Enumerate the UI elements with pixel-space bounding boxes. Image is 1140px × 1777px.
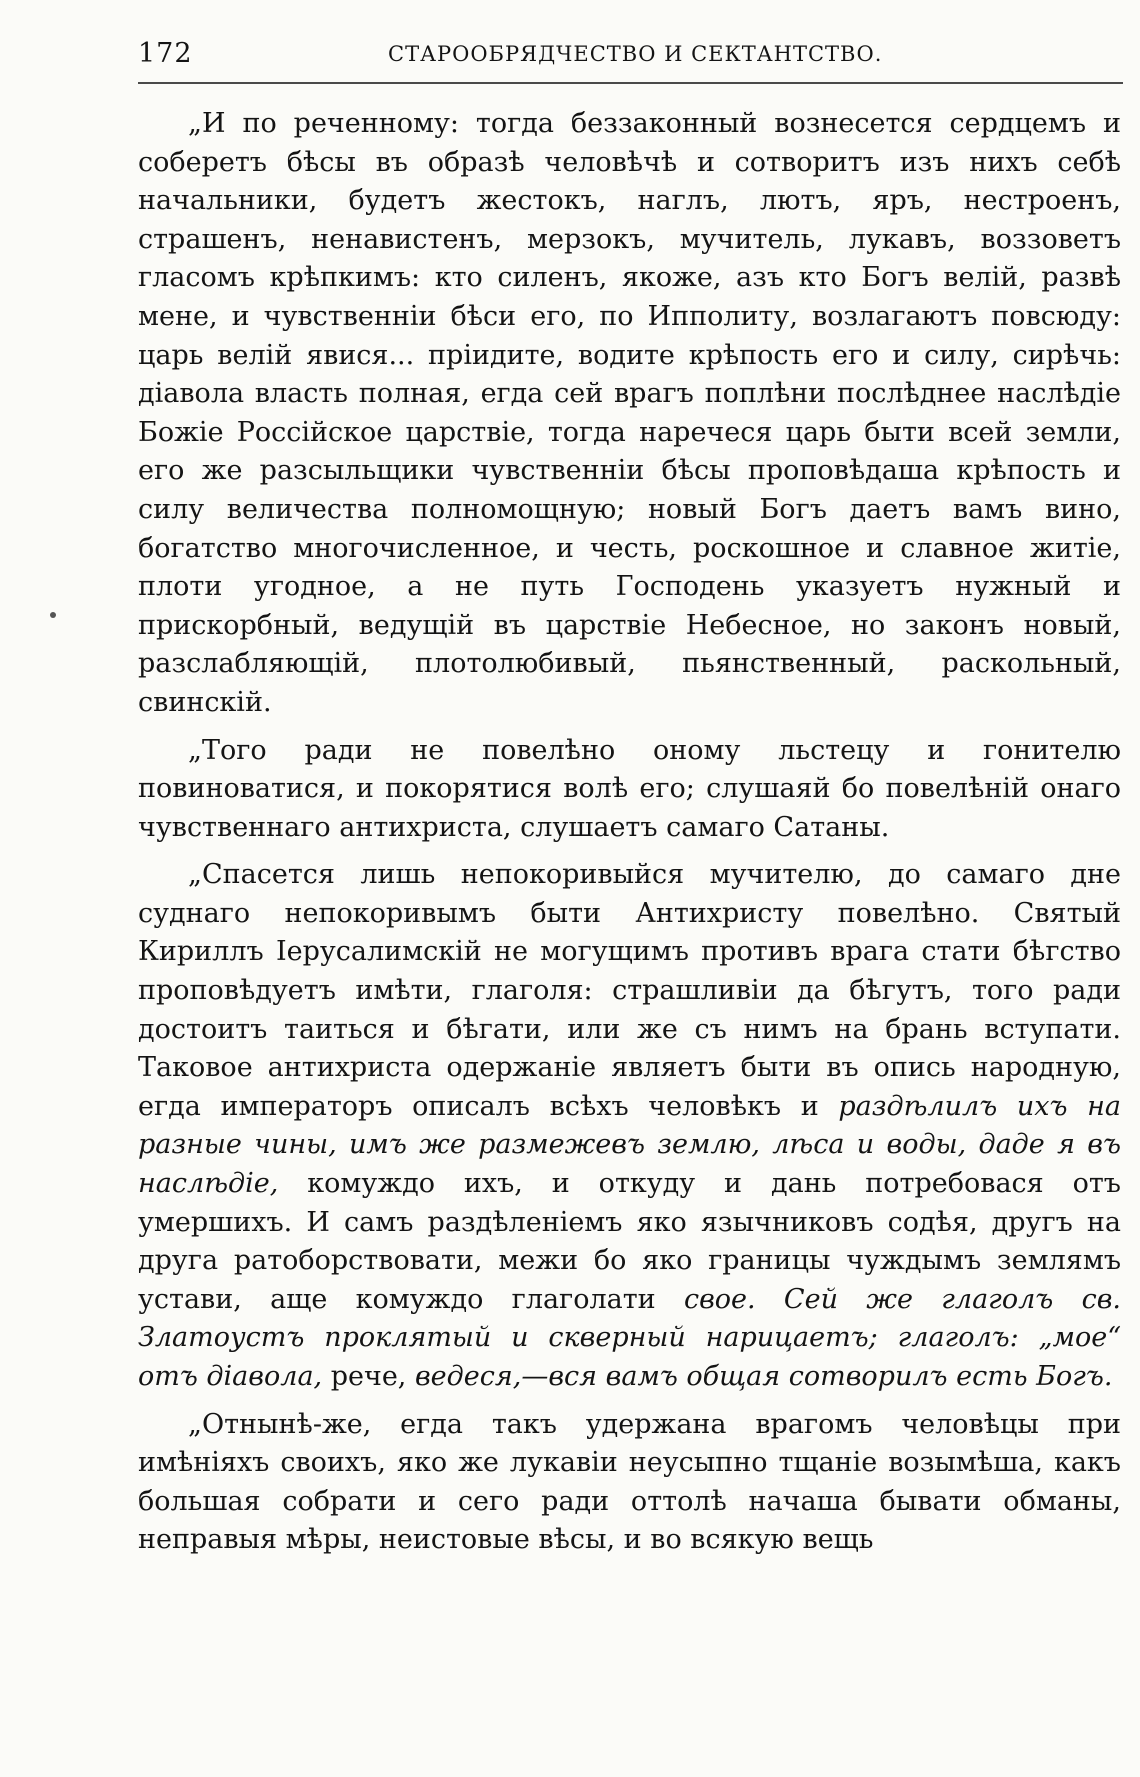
page-header: [138, 38, 1123, 78]
paragraph: [138, 1406, 1121, 1560]
header-rule: [138, 82, 1123, 84]
paragraph-text: „Отнынѣ-же, егда такъ удержана врагомъ человѣцы при имѣніяхъ своихъ, яко же лукавіи неусыпно тщаніе возымѣша, какъ большая собрати и сего ради оттолѣ начаша бывати обманы, неправыя мѣры, неистовые вѣсы, и во всякую вещь: [138, 1408, 1121, 1556]
paragraph-text: „И по реченному: тогда беззаконный вознесется сердцемъ и соберетъ бѣсы въ образѣ человѣчѣ и сотворитъ изъ нихъ себѣ начальники, будетъ жестокъ, наглъ, лютъ, яръ, нестроенъ, страшенъ, ненавистенъ, мерзокъ, мучитель, лукавъ, воззоветъ гласомъ крѣпкимъ: кто силенъ, якоже, азъ кто Богъ велій, развѣ мене, и чувственніи бѣси его, по Ипполиту, возлагаютъ повсюду: царь велій явися... пріидите, водите крѣпость его и силу, сирѣчь: діавола власть полная, егда сей врагъ поплѣни послѣднее наслѣдіе Божіе Россійское царствіе, тогда наречеся царь быти всей земли, его же разсыльщики чувственніи бѣсы проповѣдаша крѣпость и силу величества полномощную; новый Богъ даетъ вамъ вино, богатство многочисленное, и честь, роскошное и славное житіе, плоти угодное, а не путь Господень указуетъ нужный и прискорбный, ведущій въ царствіе Небесное, но законъ новый, разслабляющій, плотолюбивый, пьянственный, раскольный, свинскій.: [138, 108, 1121, 718]
italic-quote: ведеся,—вся вамъ общая сотворилъ есть Богъ.: [414, 1361, 1113, 1392]
running-title: СТАРООБРЯДЧЕСТВО И СЕКТАНТСТВО.: [388, 42, 883, 66]
italic-quote: свое. Сей же глаголъ св. Златоустъ проклятый и скверный нарицаетъ; глаголъ: „мое“ отъ діавола,: [138, 1283, 1122, 1392]
paragraph: [138, 732, 1121, 848]
paragraph: [138, 105, 1121, 723]
margin-speck: [50, 612, 56, 618]
paragraph-text: рече,: [322, 1361, 415, 1392]
paragraph-text: „Того ради не повелѣно оному льстецу и гонителю повиноватися, и покорятися волѣ его; слушаяй бо повелѣній онаго чувственнаго антихриста, слушаетъ самаго Сатаны.: [138, 734, 1121, 843]
paragraph-text: комуждо ихъ, и откуду и дань потребовася отъ умершихъ. И самъ раздѣленіемъ яко язычниковъ содѣя, другъ на друга ратоборствовати, межи бо яко границы чуждымъ землямъ устави, аще комуждо глаголати: [138, 1168, 1121, 1315]
body-text: [138, 105, 1121, 1569]
paragraph: [138, 856, 1121, 1396]
paragraph-text: „Спасется лишь непокоривыйся мучителю, до самаго дне суднаго непокоривымъ быти Антихристу повелѣно. Святый Кириллъ Іерусалимскій не могущимъ противъ врага стати бѣгство проповѣдуетъ имѣти, глаголя: страшливіи да бѣгутъ, того ради достоитъ таиться и бѣгати, или же съ нимъ на брань вступати. Таковое антихриста одержаніе являетъ быти въ опись народную, егда императоръ описалъ всѣхъ человѣкъ и: [138, 859, 1121, 1122]
page-number: 172: [138, 38, 193, 69]
italic-quote: раздѣлилъ ихъ на разные чины, имъ же размежевъ землю, лѣса и воды, даде я въ наслѣдіе,: [138, 1090, 1122, 1200]
